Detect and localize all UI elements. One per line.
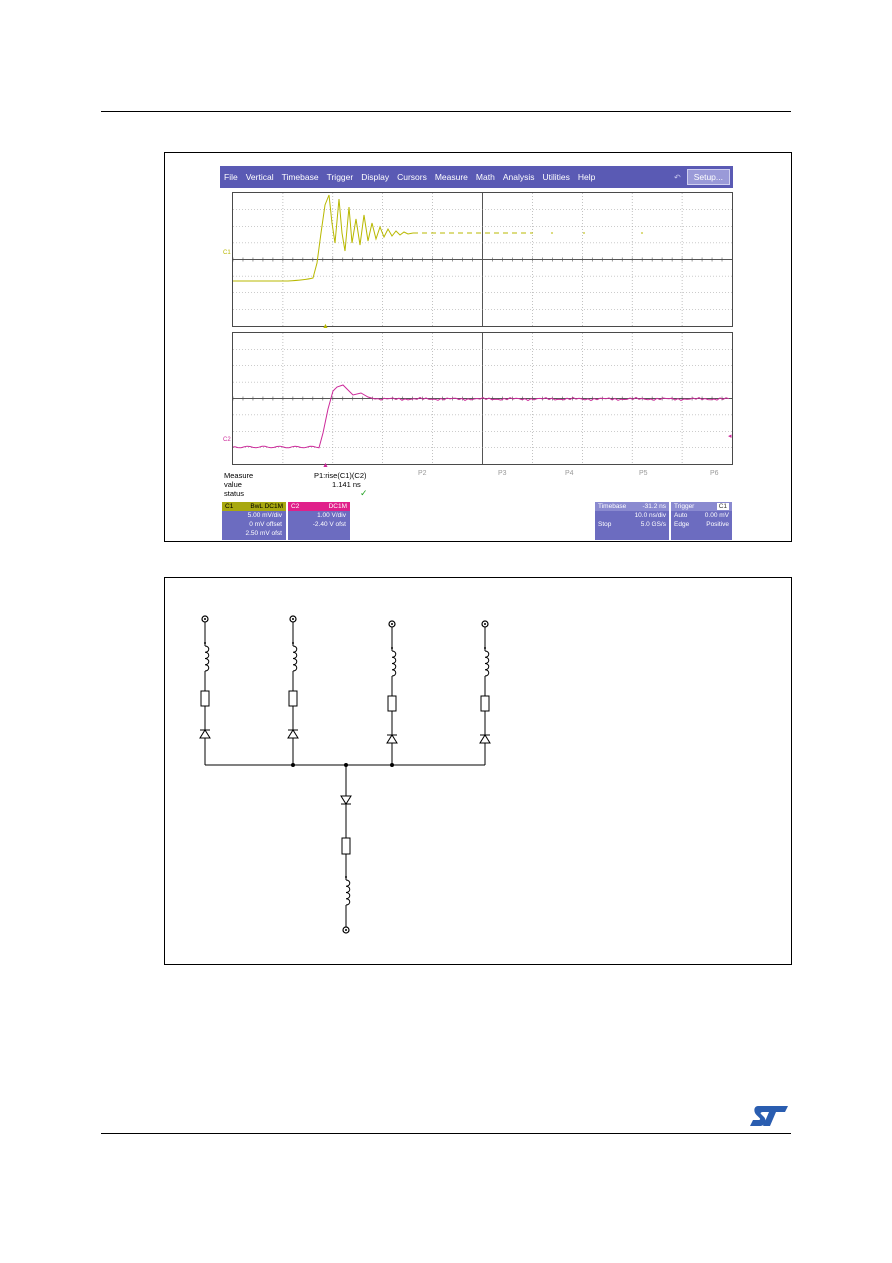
inductor-icon — [293, 646, 297, 671]
status-label: status — [224, 489, 245, 498]
channel-2-trace — [233, 385, 729, 448]
timebase-value: -31.2 ns — [642, 503, 666, 510]
menu-utilities[interactable]: Utilities — [542, 172, 570, 182]
inductor-dot-icon — [204, 642, 206, 644]
diode-icon — [341, 796, 351, 804]
trigger-row-key: Edge — [674, 521, 690, 528]
inductor-dot-icon — [292, 642, 294, 644]
measure-column-p4[interactable]: P4 — [565, 470, 574, 477]
inductor-icon — [392, 651, 396, 676]
junction-dot — [390, 763, 394, 767]
terminal-center — [484, 623, 486, 625]
timebase-row-value: 5.0 GS/s — [640, 521, 666, 528]
trigger-descriptor[interactable] — [671, 502, 732, 540]
trigger-row-value: 0.00 mV — [704, 512, 729, 519]
st-logo — [748, 1104, 790, 1128]
resistor-icon — [481, 696, 489, 711]
measure-column-p3[interactable]: P3 — [498, 470, 507, 477]
channel-1-waveform — [233, 193, 732, 326]
test-circuit-schematic — [164, 577, 790, 963]
channel-1-descriptor[interactable] — [222, 502, 286, 540]
channel-2-line: -2.40 V ofst — [312, 521, 346, 528]
junction-dot — [291, 763, 295, 767]
measure-label: Measure — [224, 471, 254, 480]
menu-measure[interactable]: Measure — [434, 172, 468, 182]
channel-2-coupling: DC1M — [328, 503, 347, 510]
trace-grid-channel-1 — [232, 192, 733, 327]
value-label: value — [224, 480, 242, 489]
menu-timebase[interactable]: Timebase — [281, 172, 319, 182]
channel-2-label: C2 — [291, 503, 300, 510]
resistor-icon — [388, 696, 396, 711]
measure-column-p6[interactable]: P6 — [710, 470, 719, 477]
menu-math[interactable]: Math — [475, 172, 495, 182]
timebase-row-value: 10.0 ns/div — [634, 512, 666, 519]
footer-rule — [101, 1133, 791, 1134]
channel-1-line: 5.00 mV/div — [247, 512, 282, 519]
p1-name: P1:rise(C1)(C2) — [314, 471, 367, 480]
scope-menu-bar — [220, 166, 733, 188]
measurement-table — [222, 470, 732, 504]
menu-vertical[interactable]: Vertical — [245, 172, 274, 182]
trigger-label: Trigger — [674, 503, 695, 510]
terminal-center — [204, 618, 206, 620]
header-rule — [101, 111, 791, 112]
check-icon: ✓ — [360, 488, 368, 498]
trace-grid-channel-2 — [232, 332, 733, 465]
terminal-center — [391, 623, 393, 625]
inductor-icon — [485, 651, 489, 676]
resistor-icon — [289, 691, 297, 706]
channel-1-coupling: BwL DC1M — [250, 503, 283, 510]
menu-display[interactable]: Display — [361, 172, 390, 182]
channel-2-descriptor[interactable] — [288, 502, 350, 540]
trigger-row-key: Auto — [674, 512, 688, 519]
undo-icon[interactable]: ↶ — [673, 172, 681, 182]
inductor-dot-icon — [345, 876, 347, 878]
measure-column-p2[interactable]: P2 — [418, 470, 427, 477]
channel-1-label: C1 — [225, 503, 234, 510]
trigger-badge: C1 — [718, 503, 727, 510]
trigger-position-marker-1[interactable]: ▲ — [322, 323, 329, 330]
trigger-row-value: Positive — [706, 521, 729, 528]
oscilloscope-screenshot — [220, 166, 733, 540]
channel-1-line: 0 mV offset — [249, 521, 282, 528]
diode-icon — [387, 735, 397, 743]
menu-cursors[interactable]: Cursors — [397, 172, 427, 182]
timebase-descriptor[interactable] — [595, 502, 669, 540]
terminal-center — [292, 618, 294, 620]
channel-2-line: 1.00 V/div — [317, 512, 346, 519]
setup-button[interactable]: Setup... — [687, 169, 730, 185]
diode-icon — [200, 730, 210, 738]
channel-1-trace — [233, 195, 413, 281]
timebase-row-key: Stop — [598, 521, 612, 528]
timebase-label: Timebase — [598, 503, 627, 510]
measure-column-p5[interactable]: P5 — [639, 470, 648, 477]
inductor-dot-icon — [391, 647, 393, 649]
diode-icon — [288, 730, 298, 738]
trigger-position-marker-2[interactable]: ▲ — [322, 462, 329, 469]
diode-icon — [480, 735, 490, 743]
terminal-center — [345, 929, 347, 931]
inductor-icon — [346, 880, 350, 905]
channel-2-waveform — [233, 333, 732, 464]
menu-help[interactable]: Help — [577, 172, 596, 182]
channel-2-offset-arrow-icon[interactable]: ◂ — [728, 433, 732, 440]
channel-1-marker: C1 — [223, 250, 231, 256]
menu-trigger[interactable]: Trigger — [326, 172, 354, 182]
channel-1-line: 2.50 mV ofst — [245, 530, 282, 537]
channel-2-marker: C2 — [223, 437, 231, 443]
resistor-icon — [342, 838, 350, 854]
inductor-icon — [205, 646, 209, 671]
menu-analysis[interactable]: Analysis — [502, 172, 535, 182]
resistor-icon — [201, 691, 209, 706]
inductor-dot-icon — [484, 647, 486, 649]
menu-file[interactable]: File — [224, 172, 238, 182]
p1-value: 1.141 ns — [332, 480, 361, 489]
